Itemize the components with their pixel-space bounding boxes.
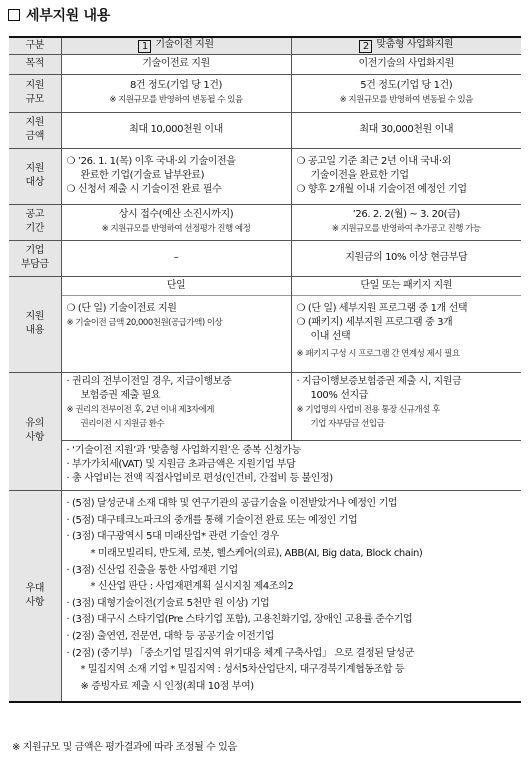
content-col1-text: ❍ (단 일) 기술이전료 지원: [66, 302, 177, 314]
priority-item: · (2점) 출연연, 전문연, 대학 등 공공기술 이전기업: [66, 630, 274, 642]
content-col1-head: 단일: [62, 277, 291, 296]
period-col2: ’26. 2. 2(월) ~ 3. 20(금) ※ 지원규모를 반영하여 추가공고 진행 가능: [291, 204, 521, 240]
label-content: 지원 내용: [9, 276, 61, 372]
row-target: [9, 148, 521, 204]
number-box-1: 1: [138, 40, 151, 53]
priority-item: · (5점) 대구테크노파크의 중개를 통해 기술이전 완료 또는 예정인 기업: [66, 514, 358, 526]
priority-item: · (3점) 대구시 스타기업(Pre 스타기업 포함), 고용친화기업, 장애인 고용률 준수기업: [66, 614, 413, 626]
row-amount: [9, 112, 521, 148]
label-burden: 기업 부담금: [9, 240, 61, 276]
content-col2-note: ※ 패키지 구성 시 프로그램 간 연계성 제시 필요: [296, 348, 460, 359]
amount-col1: 최대 10,000천원 이내: [61, 112, 291, 148]
priority-item: * 신산업 판단 : 사업재편계획 실시지침 제4조의2: [90, 581, 294, 593]
priority-item: ※ 증빙자료 제출 시 인정(최대 10점 부여): [80, 680, 254, 692]
priority-item: · (2점) (중기부) 「중소기업 밀집지역 위기대응 체계 구축사업」 으로 결정된 달성군: [66, 647, 415, 659]
header-col1: 1 기술이전 지원: [61, 37, 291, 54]
label-purpose: 목적: [9, 54, 61, 74]
content-col2-head: 단일 또는 패키지 지원: [292, 277, 522, 296]
target-col2: ❍ 공고일 기준 최근 2년 이내 국내·외 기술이전을 완료한 기업 ❍ 향후 2개월 이내 기술이전 예정인 기업: [291, 148, 521, 204]
priority-item: * 미래모빌리티, 반도체, 로봇, 헬스케어(의료), ABB(AI, Big data, Block chain): [90, 547, 423, 559]
table-header-row: [9, 37, 521, 54]
label-amount: 지원 금액: [9, 112, 61, 148]
amount-col2: 최대 30,000천원 이내: [291, 112, 521, 148]
content-col1: [61, 276, 291, 372]
scale-col2: 5건 정도(기업 당 1건) ※ 지원규모를 반영하여 변동될 수 있음: [291, 74, 521, 112]
label-priority: 우대 사항: [9, 490, 61, 702]
label-notes: 유의 사항: [9, 372, 61, 490]
purpose-col1: 기술이전료 지원: [61, 54, 291, 74]
row-content: [9, 276, 521, 372]
row-notes: [9, 372, 521, 440]
label-period: 공고 기간: [9, 204, 61, 240]
header-label: 구분: [9, 37, 61, 54]
priority-item: · (3점) 대구광역시 5대 미래산업* 관련 기술인 경우: [66, 531, 279, 543]
row-priority: [9, 490, 521, 702]
target-col1: ❍ ’26. 1. 1(목) 이후 국내·외 기술이전을 완료한 기업(기술료 납부완료) ❍ 신청서 제출 시 기술이전 완료 필수: [61, 148, 291, 204]
priority-item: · (3점) 대형기술이전(기술료 5천만 원 이상) 기업: [66, 597, 270, 609]
row-scale: [9, 74, 521, 112]
number-box-2: 2: [359, 40, 372, 53]
priority-item: · (5점) 달성군내 소재 대학 및 연구기관의 공급기술을 이전받았거나 예정인 기업: [66, 498, 398, 510]
period-col1: 상시 접수(예산 소진시까지) ※ 지원규모를 반영하여 선정평가 진행 예정: [61, 204, 291, 240]
priority-list: [61, 490, 521, 702]
support-details-table: [9, 36, 521, 703]
section-heading-text: 세부지원 내용: [26, 8, 110, 24]
header-col2: 2 맞춤형 사업화지원: [291, 37, 521, 54]
row-purpose: [9, 54, 521, 74]
content-col1-note: ※ 기술이전 금액 20,000천원(공급가액) 이상: [66, 317, 223, 328]
burden-col2: 지원금의 10% 이상 현금부담: [291, 240, 521, 276]
row-burden: [9, 240, 521, 276]
purpose-col2: 이전기술의 사업화지원: [291, 54, 521, 74]
notes-common: · ‘기술이전 지원’과 ‘맞춤형 사업화지원’은 중복 신청가능 · 부가가치세(VAT) 및 지원금 초과금액은 지원기업 부담 · 총 사업비는 전액 직접사업비로 편성(인건비, 간접비 등 불인정): [61, 440, 521, 490]
label-target: 지원 대상: [9, 148, 61, 204]
priority-item: · (3점) 신산업 진출을 통한 사업재편 기업: [66, 564, 238, 576]
checkbox-square-icon: [8, 9, 20, 21]
section-heading: [8, 4, 110, 26]
scale-col1: 8건 정도(기업 당 1건) ※ 지원규모를 반영하여 변동될 수 있음: [61, 74, 291, 112]
content-col2: 단일 또는 패키지 지원 ❍ (단 일) 세부지원 프로그램 중 1개 선택 ❍ (패키지) 세부지원 프로그램 중 3개 이내 선택 ※ 패키지 구성 시 프로그램 간 연계성 제시 필요: [291, 276, 521, 372]
row-period: [9, 204, 521, 240]
priority-item: * 밀집지역 소재 기업 * 밀집지역 : 성서5차산업단지, 대구경북기계협동조합 등: [80, 664, 405, 676]
row-notes-common: [9, 440, 521, 490]
burden-col1: –: [61, 240, 291, 276]
notes-col2: · 지급이행보증보험증권 제출 시, 지원금 100% 선지급 ※ 기업명의 사업비 전용 통장 신규개설 후 기업 자부담금 선입금: [291, 372, 521, 440]
footnote: ※ 지원규모 및 금액은 평가결과에 따라 조정될 수 있음: [12, 742, 237, 753]
notes-col1: · 권리의 전부이전일 경우, 지급이행보증 보험증권 제출 필요 ※ 권리의 전부이전 후, 2년 이내 제3자에게 권리이전 시 지원금 환수: [61, 372, 291, 440]
label-scale: 지원 규모: [9, 74, 61, 112]
